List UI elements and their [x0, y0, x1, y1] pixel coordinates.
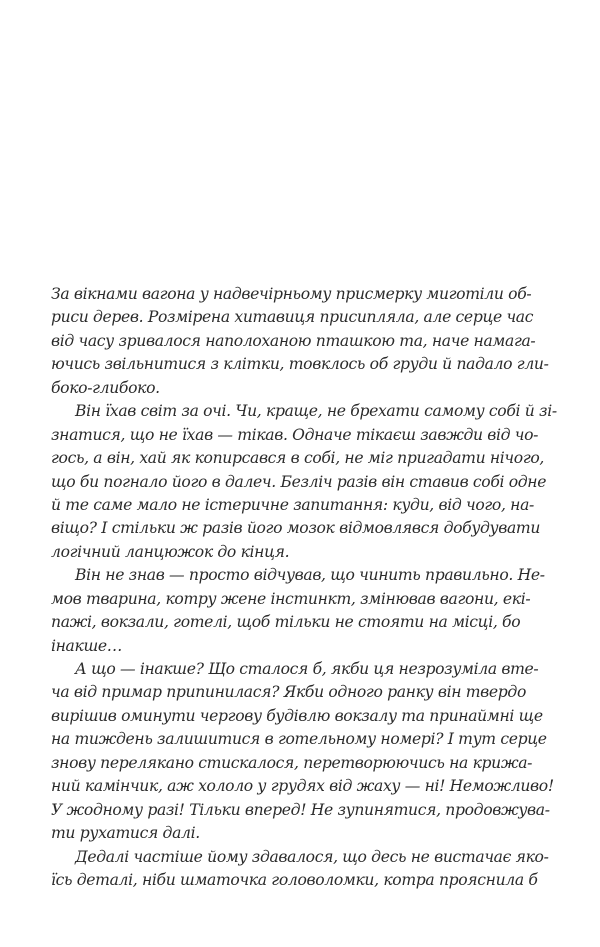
- text-line: риси дерев. Розмірена хитавиця присипляла, але серце час: [51, 308, 534, 327]
- paragraph-1: [51, 283, 549, 400]
- paragraph-5: [51, 846, 549, 893]
- text-line: від часу зривалося наполоханою пташкою та, наче намага-: [51, 331, 536, 350]
- text-line: Він їхав світ за очі. Чи, краще, не брехати самому собі й зі-: [75, 402, 557, 421]
- body-text: [51, 283, 557, 892]
- text-line: віщо? І стільки ж разів його мозок відмовлявся добудувати: [51, 519, 541, 538]
- text-line: що би погнало його в далеч. Безліч разів він ставив собі одне: [51, 472, 547, 491]
- text-line: ний камінчик, аж хололо у грудях від жаху — ні! Неможливо!: [51, 777, 554, 796]
- text-line: боко-глибоко.: [51, 378, 160, 397]
- text-line: ючись звільнитися з клітки, товклось об груди й падало гли-: [51, 355, 549, 374]
- text-line: знатися, що не їхав — тікав. Одначе тікаєш завжди від чо-: [51, 425, 539, 444]
- text-line: мов тварина, котру жене інстинкт, змінював вагони, екі-: [51, 589, 531, 608]
- text-line: на тиждень залишитися в готельному номері? І тут серце: [51, 730, 547, 749]
- text-line: У жодному разі! Тільки вперед! Не зупинятися, продовжува-: [51, 800, 550, 819]
- text-line: А що — інакше? Що сталося б, якби ця незрозуміла вте-: [75, 660, 539, 678]
- paragraph-4: [51, 658, 554, 846]
- paragraph-3: [51, 564, 545, 658]
- text-line: знову перелякано стискалося, перетворюючись на крижа-: [51, 753, 533, 772]
- text-line: ча від примар припинилася? Якби одного ранку він твердо: [51, 683, 526, 702]
- text-line: інакше…: [51, 636, 123, 655]
- text-line: Він не знав — просто відчував, що чинить правильно. Не-: [75, 566, 545, 585]
- text-line: вирішив оминути чергову будівлю вокзалу та принаймні ще: [51, 706, 543, 725]
- text-line: логічний ланцюжок до кінця.: [51, 542, 290, 561]
- text-line: їсь деталі, ніби шматочка головоломки, котра прояснила б: [51, 870, 538, 889]
- text-line: Дедалі частіше йому здавалося, що десь не вистачає яко-: [75, 847, 549, 866]
- text-line: пажі, вокзали, готелі, щоб тільки не стояти на місці, бо: [51, 613, 521, 632]
- text-line: ти рухатися далі.: [51, 824, 200, 843]
- text-line: За вікнами вагона у надвечірньому присмерку миготіли об-: [51, 285, 532, 303]
- text-line: гось, а він, хай як копирсався в собі, не міг пригадати нічого,: [51, 449, 545, 468]
- text-line: й те саме мало не істеричне запитання: куди, від чого, на-: [51, 495, 534, 514]
- paragraph-2: [51, 400, 557, 564]
